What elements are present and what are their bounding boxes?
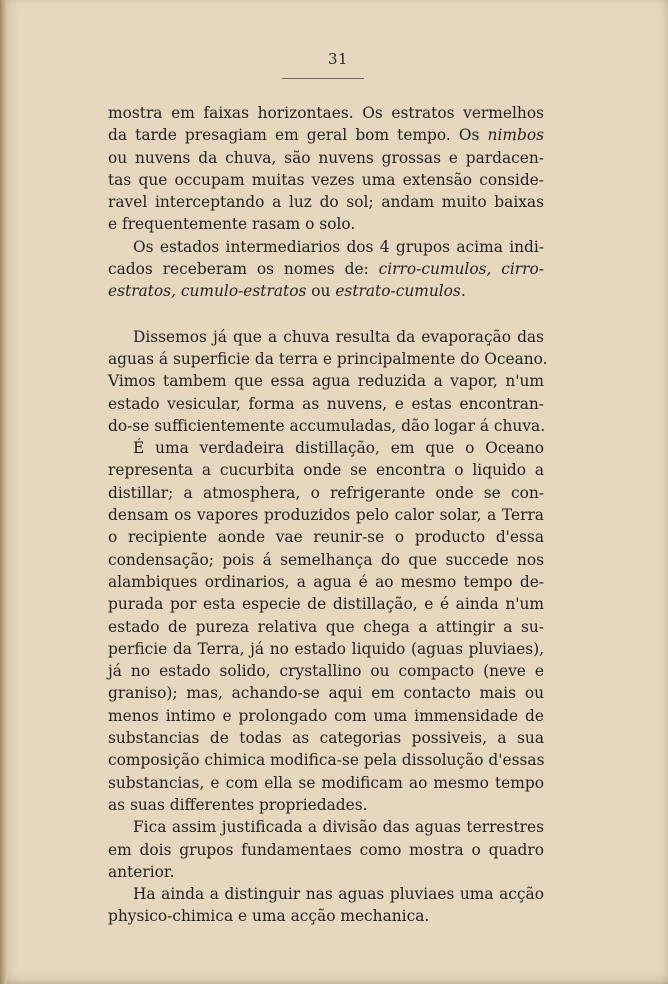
text-line: Vimos tambem que essa agua reduzida a vapor, n'um	[108, 372, 544, 391]
page-binding-edge	[0, 0, 7, 984]
text-line: e frequentemente rasam o solo.	[108, 215, 356, 234]
italic-term: estratos, cumulo-estratos	[108, 282, 307, 301]
text-line: distillar; a atmosphera, o refrigerante onde se con-	[108, 483, 544, 502]
text-line: composição chimica modifica-se pela dissolução d'essas	[108, 751, 545, 770]
header-rule	[282, 78, 364, 79]
text-line: representa a cucurbita onde se encontra o liquido a	[108, 461, 544, 480]
body-text	[108, 102, 548, 928]
text-line: tas que occupam muitas vezes uma extensão conside-	[108, 170, 544, 189]
text-line: substancias, e com ella se modificam ao mesmo tempo	[108, 773, 544, 792]
text-line: estado de pureza relativa que chega a attingir a su-	[108, 617, 544, 636]
text-line: as suas differentes propriedades.	[108, 795, 368, 814]
text-line: cados receberam os nomes de: cirro-cumulos, cirro-	[108, 260, 544, 279]
text-line: o recipiente aonde vae reunir-se o producto d'essa	[108, 528, 544, 547]
paragraph-2	[108, 236, 544, 303]
text-line: perficie da Terra, já no estado liquido (aguas pluviaes),	[108, 639, 544, 658]
text-line: anterior.	[108, 862, 175, 881]
text-line: menos intimo e prolongado com uma immensidade de	[108, 706, 544, 725]
text-line: ou nuvens da chuva, são nuvens grossas e pardacen-	[108, 148, 544, 167]
text-line: graniso); mas, achando-se aqui em contacto mais ou	[108, 684, 544, 703]
paragraph-5	[108, 816, 544, 883]
text-line: já no estado solido, crystallino ou compacto (neve e	[108, 662, 544, 681]
text-line: em dois grupos fundamentaes como mostra o quadro	[108, 840, 544, 859]
page-number: 31	[327, 50, 349, 68]
text-line: Os estados intermediarios dos 4 grupos acima indi-	[133, 237, 544, 256]
text-line: estratos, cumulo-estratos ou estrato-cumulos.	[108, 282, 466, 301]
text-line: do-se sufficientemente accumuladas, dão logar á chuva.	[108, 416, 546, 435]
text-line: densam os vapores produzidos pelo calor solar, a Terra	[108, 506, 544, 525]
paragraph-3	[108, 326, 548, 437]
text-line: condensação; pois á semelhança do que succede nos	[108, 550, 544, 569]
text-line: da tarde presagiam em geral bom tempo. Os nimbos	[108, 126, 544, 145]
text-line: physico-chimica e uma acção mechanica.	[108, 907, 430, 926]
text-line: aguas á superficie da terra e principalmente do Oceano.	[108, 349, 548, 368]
text-line: Dissemos já que a chuva resulta da evaporação das	[133, 327, 544, 346]
paragraph-gap	[108, 303, 544, 326]
paragraph-1	[108, 102, 544, 236]
text-line: ravel interceptando a luz do sol; andam muito baixas	[108, 193, 544, 212]
text-line: estado vesicular, forma as nuvens, e estas encontran-	[108, 394, 544, 413]
text-line: É uma verdadeira distillação, em que o Oceano	[133, 439, 544, 458]
text-line: alambiques ordinarios, a agua é ao mesmo tempo de-	[108, 572, 544, 591]
italic-term: cirro-cumulos, cirro-	[378, 260, 544, 279]
text-line: substancias de todas as categorias possiveis, a sua	[108, 729, 544, 748]
text-line: Ha ainda a distinguir nas aguas pluviaes uma acção	[133, 885, 544, 904]
italic-term: estrato-cumulos	[335, 282, 461, 301]
text-line: mostra em faixas horizontaes. Os estratos vermelhos	[108, 104, 544, 122]
paragraph-6	[108, 883, 544, 928]
text-line: purada por esta especie de distillação, e é ainda n'um	[108, 595, 544, 614]
paragraph-4	[108, 437, 544, 816]
text-line: Fica assim justificada a divisão das aguas terrestres	[133, 818, 544, 837]
italic-term: nimbos	[487, 126, 544, 145]
